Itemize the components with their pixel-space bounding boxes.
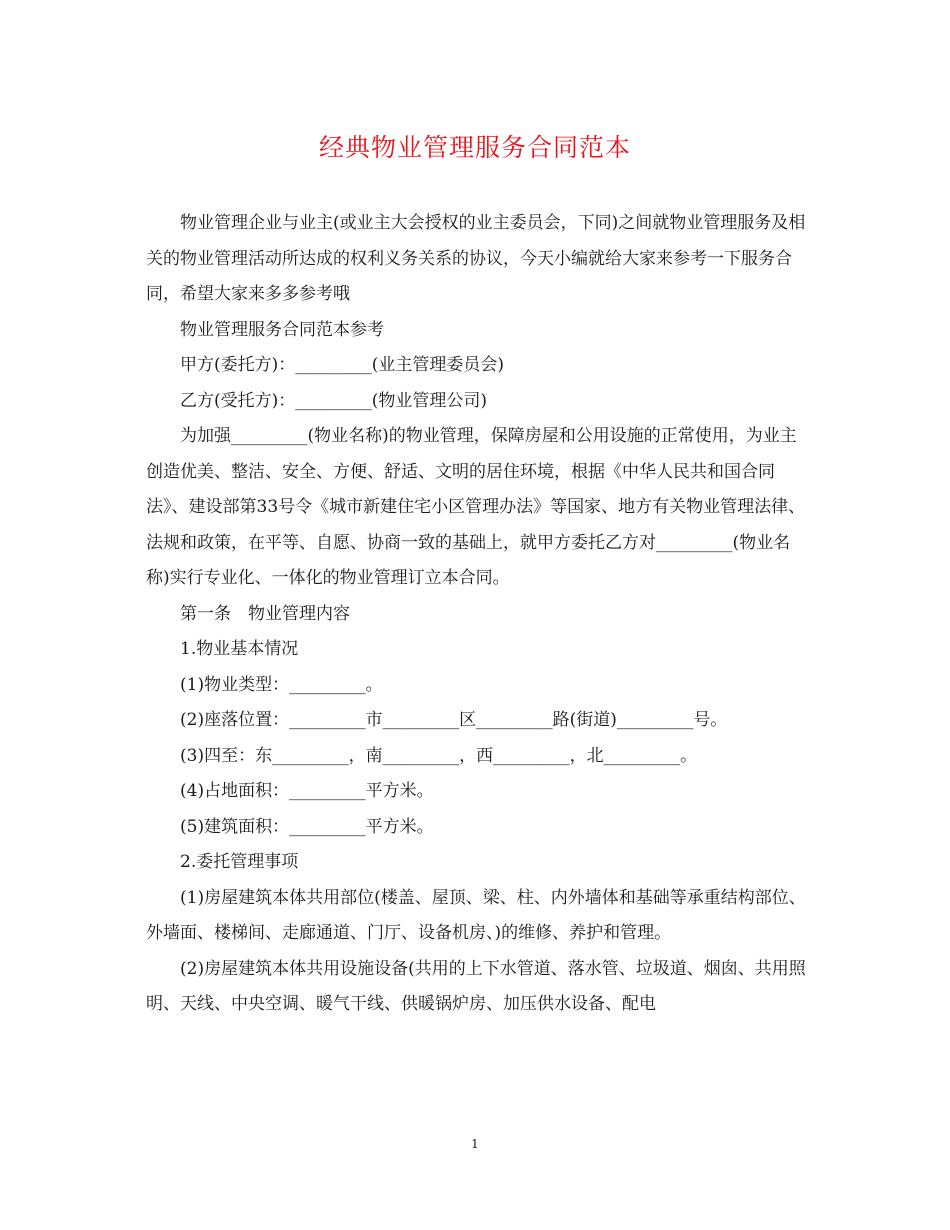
section-heading-entrusted-matters: 2.委托管理事项 xyxy=(180,852,299,872)
building-area-line: (5)建筑面积：_________平方米。 xyxy=(180,816,434,837)
document-title: 经典物业管理服务合同范本 xyxy=(318,133,631,162)
property-type-line: (1)物业类型：_________。 xyxy=(180,674,383,695)
boundaries-line: (3)四至：东_________，南_________，西_________，北_________。 xyxy=(180,745,698,766)
entrusted-item-1: (1)房屋建筑本体共用部位(楼盖、屋顶、梁、柱、内外墙体和基础等承重结构部位、外墙面、楼梯间、走廊通道、门厅、设备机房、)的维修、养护和管理。 xyxy=(146,887,806,943)
entrusted-item-2: (2)房屋建筑本体共用设施设备(共用的上下水管道、落水管、垃圾道、烟囱、共用照明、天线、中央空调、暖气干线、供暖锅炉房、加压供水设备、配电 xyxy=(146,958,806,1014)
party-b-line: 乙方(受托方)：_________(物业管理公司) xyxy=(180,390,488,411)
document-body xyxy=(146,206,806,1023)
preamble-paragraph: 为加强_________(物业名称)的物业管理，保障房屋和公用设施的正常使用，为业主创造优美、整洁、安全、方便、舒适、文明的居住环境，根据《中华人民共和国合同法》、建设部第33号令《城市新建住宅小区管理办法》等国家、地方有关物业管理法律、法规和政策，在平等、自愿、协商一致的基础上，就甲方委托乙方对_________(物业名称)实行专业化、一体化的物业管理订立本合同。 xyxy=(146,426,806,588)
land-area-line: (4)占地面积：_________平方米。 xyxy=(180,781,434,801)
contract-subtitle: 物业管理服务合同范本参考 xyxy=(180,319,384,340)
page-number: 1 xyxy=(471,1137,479,1151)
party-a-line: 甲方(委托方)：_________(业主管理委员会) xyxy=(180,355,505,375)
section-heading-basic-info: 1.物业基本情况 xyxy=(180,639,299,659)
intro-paragraph: 物业管理企业与业主(或业主大会授权的业主委员会，下同)之间就物业管理服务及相关的物业管理活动所达成的权利义务关系的协议，今天小编就给大家来参考一下服务合同，希望大家来多多参考哦 xyxy=(146,213,806,304)
article-one-heading: 第一条 物业管理内容 xyxy=(180,603,350,624)
location-line: (2)座落位置：_________市_________区_________路(街道)_________号。 xyxy=(180,710,728,730)
